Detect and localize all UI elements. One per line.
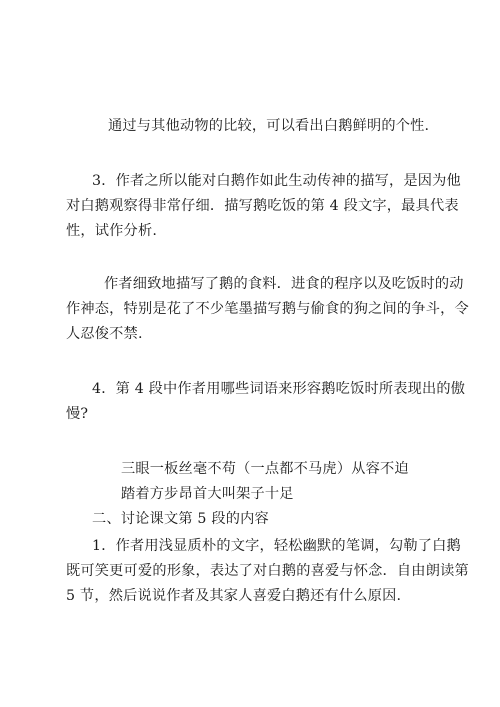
question-3-line: 3．作者之所以能对白鹅作如此生动传神的描写，是因为他 [92,173,461,189]
text-line: 慢? [66,406,89,422]
answer-4-line: 三眼一板丝毫不苟（一点都不马虎）从容不迫 [121,461,409,477]
text-line: 通过与其他动物的比较，可以看出白鹅鲜明的个性. [108,118,430,134]
question-4-line: 4．第 4 段中作者用哪些词语来形容鹅吃饭时所表现出的傲 [92,381,466,397]
question-1-line: 1．作者用浅显质朴的文字，轻松幽默的笔调，勾勒了白鹅 [92,538,461,554]
text-line: 5 节，然后说说作者及其家人喜爱白鹅还有什么原因. [66,588,402,604]
text-line: 性，试作分析. [66,223,158,239]
section-heading: 二、讨论课文第 5 段的内容 [92,511,269,527]
text-line: 既可笑更可爱的形象，表达了对白鹅的喜爱与怀念．自由朗读第 [66,563,469,579]
answer-4-line: 踏着方步昂首大叫架子十足 [121,486,294,502]
text-line: 对白鹅观察得非常仔细．描写鹅吃饭的第 4 段文字，最具代表 [66,198,459,214]
answer-3-line: 作者细致地描写了鹅的食料．进食的程序以及吃饭时的动 [104,276,464,292]
text-line: 作神态，特别是花了不少笔墨描写鹅与偷食的狗之间的争斗，令 [66,301,469,317]
text-line: 人忍俊不禁. [66,326,143,342]
